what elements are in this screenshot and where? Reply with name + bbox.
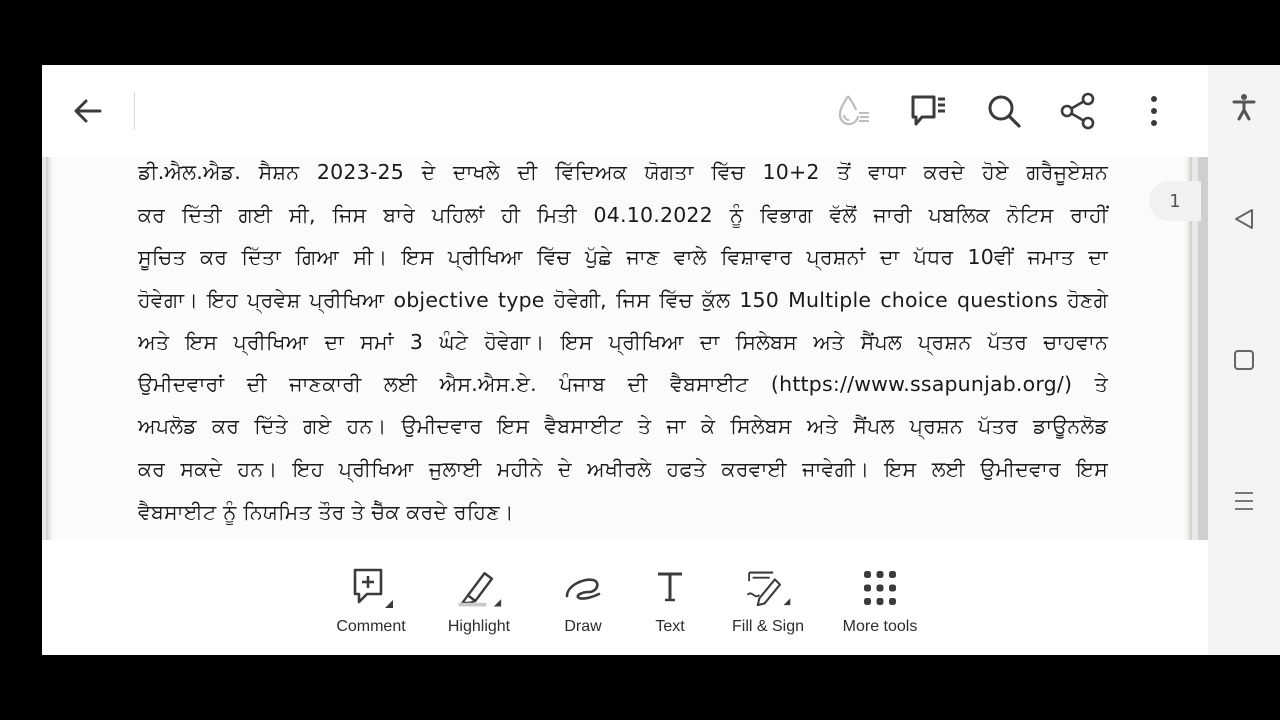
liquid-mode-icon bbox=[833, 91, 873, 131]
more-tools-label: More tools bbox=[842, 618, 918, 635]
text-line: ਸੂਚਿਤ ਕਰ ਦਿੱਤਾ ਗਿਆ ਸੀ। ਇਸ ਪ੍ਰੀਖਿਆ ਵਿੱਚ ਪੁੱਛੇ ਜਾਣ ਵਾਲੇ ਵਿਸ਼ਾਵਾਰ ਪ੍ਰਸ਼ਨਾਂ ਦਾ ਪੱਧਰ 10ਵੀਂ ਜਮਾਤ ਦਾ bbox=[138, 245, 1108, 269]
accessibility-icon bbox=[1231, 93, 1257, 121]
fill-sign-tool-label: Fill & Sign bbox=[731, 618, 805, 635]
menu-lines-icon bbox=[1232, 489, 1256, 513]
comments-list-button[interactable] bbox=[906, 89, 950, 133]
draw-tool-button[interactable] bbox=[548, 566, 618, 646]
text-line: ਡੀ.ਐਲ.ਐਡ. ਸੈਸ਼ਨ 2023-25 ਦੇ ਦਾਖਲੇ ਦੀ ਵਿੱਦਿਅਕ ਯੋਗਤਾ ਵਿੱਚ 10+2 ਤੋਂ ਵਾਧਾ ਕਰਦੇ ਹੋਏ ਗਰੈਜੂਏਸ਼ਨ bbox=[138, 160, 1108, 184]
share-icon bbox=[1058, 91, 1098, 131]
overflow-menu-button[interactable] bbox=[1132, 89, 1176, 133]
highlighter-icon bbox=[455, 566, 503, 610]
pdf-viewer-app bbox=[42, 65, 1208, 655]
page-number-badge[interactable]: 1 bbox=[1149, 181, 1201, 221]
text-line: ਉਮੀਦਵਾਰਾਂ ਦੀ ਜਾਣਕਾਰੀ ਲਈ ਐਸ.ਐਸ.ਏ. ਪੰਜਾਬ ਦੀ ਵੈਬਸਾਈਟ (https://www.ssapunjab.org/) ਤੇ bbox=[138, 372, 1108, 396]
bottom-tools-bar bbox=[42, 540, 1208, 655]
nav-recents-button[interactable] bbox=[1230, 487, 1258, 515]
draw-tool-label: Draw bbox=[564, 618, 602, 635]
text-line: ਕਰ ਦਿੱਤੀ ਗਈ ਸੀ, ਜਿਸ ਬਾਰੇ ਪਹਿਲਾਂ ਹੀ ਮਿਤੀ 04.10.2022 ਨੂੰ ਵਿਭਾਗ ਵੱਲੋਂ ਜਾਰੀ ਪਬਲਿਕ ਨੋਟਿਸ ਰਾਹੀਂ bbox=[138, 203, 1108, 227]
share-button[interactable] bbox=[1056, 89, 1100, 133]
text-tool-button[interactable] bbox=[638, 566, 702, 646]
top-app-bar bbox=[42, 65, 1208, 157]
text-line: ਵੈਬਸਾਈਟ ਨੂੰ ਨਿਯਮਿਤ ਤੌਰ ਤੇ ਚੈੱਕ ਕਰਦੇ ਰਹਿਣ। bbox=[138, 500, 514, 524]
text-tool-label: Text bbox=[655, 618, 685, 635]
comment-tool-button[interactable] bbox=[332, 566, 410, 646]
search-button[interactable] bbox=[982, 89, 1026, 133]
text-line: ਅਤੇ ਇਸ ਪ੍ਰੀਖਿਆ ਦਾ ਸਮਾਂ 3 ਘੰਟੇ ਹੋਵੇਗਾ। ਇਸ ਪ੍ਰੀਖਿਆ ਦਾ ਸਿਲੇਬਸ ਅਤੇ ਸੈਂਪਲ ਪ੍ਰਸ਼ਨ ਪੱਤਰ ਚਾਹਵਾਨ bbox=[138, 330, 1108, 354]
fill-sign-tool-button[interactable] bbox=[728, 566, 808, 646]
text-line: ਹੋਵੇਗਾ। ਇਹ ਪ੍ਰਵੇਸ਼ ਪ੍ਰੀਖਿਆ objective type ਹੋਵੇਗੀ, ਜਿਸ ਵਿੱਚ ਕੁੱਲ 150 Multiple choice questions ਹੋਣਗੇ bbox=[138, 288, 1108, 312]
comment-add-icon bbox=[347, 566, 395, 610]
arrow-left-icon bbox=[70, 93, 106, 129]
search-icon bbox=[984, 91, 1024, 131]
liquid-mode-button[interactable] bbox=[831, 89, 875, 133]
more-tools-button[interactable] bbox=[832, 566, 928, 646]
pdf-page bbox=[46, 157, 1192, 540]
highlight-tool-label: Highlight bbox=[447, 618, 511, 635]
comment-tool-label: Comment bbox=[336, 618, 406, 635]
back-button[interactable] bbox=[68, 91, 108, 131]
toolbar-divider bbox=[134, 92, 135, 130]
grid-dots-icon bbox=[860, 568, 900, 608]
nav-home-button[interactable] bbox=[1230, 346, 1258, 374]
draw-squiggle-icon bbox=[561, 566, 605, 610]
system-navigation-bar bbox=[1208, 65, 1280, 655]
text-line: ਅਪਲੋਡ ਕਰ ਦਿੱਤੇ ਗਏ ਹਨ। ਉਮੀਦਵਾਰ ਇਸ ਵੈਬਸਾਈਟ ਤੇ ਜਾ ਕੇ ਸਿਲੇਬਸ ਅਤੇ ਸੈਂਪਲ ਪ੍ਰਸ਼ਨ ਪੱਤਰ ਡਾਊਨਲੋਡ bbox=[138, 414, 1108, 438]
square-home-icon bbox=[1232, 348, 1256, 372]
fill-sign-pen-icon bbox=[744, 566, 792, 610]
text-line: ਕਰ ਸਕਦੇ ਹਨ। ਇਹ ਪ੍ਰੀਖਿਆ ਜੁਲਾਈ ਮਹੀਨੇ ਦੇ ਅਖੀਰਲੇ ਹਫਤੇ ਕਰਵਾਈ ਜਾਵੇਗੀ। ਇਸ ਲਈ ਉਮੀਦਵਾਰ ਇਸ bbox=[138, 457, 1108, 481]
more-vertical-icon bbox=[1134, 91, 1174, 131]
document-viewport[interactable] bbox=[42, 157, 1208, 540]
text-t-icon bbox=[650, 566, 690, 610]
comment-list-icon bbox=[908, 91, 948, 131]
triangle-back-icon bbox=[1232, 207, 1256, 231]
highlight-tool-button[interactable] bbox=[442, 566, 516, 646]
accessibility-button[interactable] bbox=[1230, 93, 1258, 121]
nav-back-button[interactable] bbox=[1230, 205, 1258, 233]
